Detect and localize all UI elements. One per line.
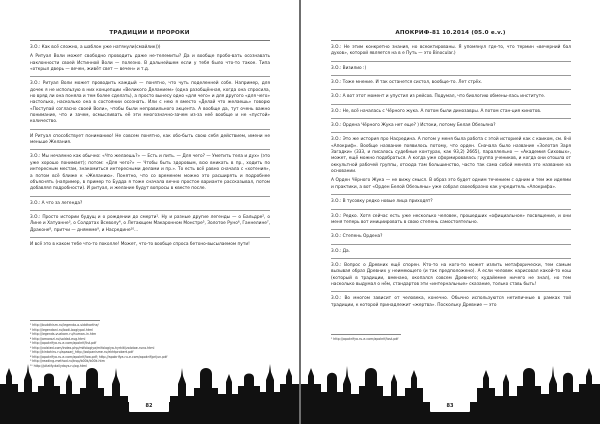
divider	[331, 229, 571, 230]
footnote[interactable]: ⁹ http://reading-method.ru/trop/b00k/b00k.htm	[30, 359, 105, 363]
divider	[331, 244, 571, 245]
paragraph: 3.О.: Это же история про Насредина. А потом у меня была работа с этой историей как с каиком, см. 8-й «Апокриф». Вообще название появилось потому, что орден. Сначала было название «Золотая Заря Загадки» (333, и писалось судебные контурах, как 93,2) 2665), параллельно — «Академия Сиховых», может, ещё можно подобраться. А когда уже сформировалась группа учеников, и когда они отошла от оккультной рабочей группы, отсюда там большинство, часто так сама собой меняла это название на основании.	[331, 137, 571, 175]
footnote[interactable]: ⁴ http://amorozi.ru/soldat-eug.html	[30, 336, 86, 341]
paragraph: 3.О.: Не этим конкретно знания, но всеоктированы. Я упомянул где-то, что термин «вечерний бал духов», которой является на в е Путь — это Binocular.)	[331, 45, 571, 57]
right-page	[301, 0, 600, 424]
left-city-silhouette	[0, 354, 299, 424]
left-page	[0, 0, 299, 424]
paragraph: И Ритуал способствует пониманию! Не совсем понятно, как обо-быть свою себя действием, имени не меньше Желания.	[30, 133, 270, 146]
divider	[331, 75, 571, 76]
footnote[interactable]: ³ http://legends-vuzkarn.ru/human-in.htm	[30, 332, 97, 336]
right-page-number: 83	[430, 400, 470, 412]
divider	[331, 118, 571, 119]
paragraph: И всё это в каком тебе что-то поколле! Может, что-то вообще спроса бетоно-высылаемом пути!	[30, 241, 250, 247]
divider	[331, 61, 571, 62]
paragraph: 3.О.: Просто истории будущ и о рождении до смерти¹. Ну и разные другие легенды — о Бальдре², о Лине и Хатуанне³, о Солдатах Всеволу⁴, о Летающем Макаронном Монстре⁵, Золотое Руно⁶, Ганнелине⁷, Драконе⁸, притчи — днямеме⁹, и Насредине¹⁰...	[30, 214, 270, 233]
paragraph: 3.О.: А вот этот момент и упустил из рейсов. Подумал, что биологию обмены-лась институте.	[331, 94, 546, 100]
right-running-header: АПОКРИФ-81 10.2014 (05.0 e.v.)	[395, 30, 506, 36]
footnote[interactable]: ⁷ http://kintahiru.ru/apasarj_http://zolpanisme.ru/ekhtprobert.pdf	[30, 350, 134, 354]
paragraph: 3.О.: В тусовку редко новые лица приходят?	[331, 199, 433, 205]
right-header-rule	[331, 40, 571, 41]
footnote[interactable]: ¹ http://apokrifya.ru-e.com/apokrif/lost.pdf	[331, 337, 399, 341]
paragraph: 3.О.: Как всё сложно, а шаблон уже натянули(смайлик)))	[30, 45, 161, 50]
paragraph: 3.О.: Да.	[331, 248, 351, 254]
left-header-rule	[30, 40, 270, 41]
divider	[331, 209, 571, 210]
right-city-silhouette	[301, 354, 600, 424]
right-footnotes	[331, 334, 571, 342]
paragraph: 3.О.: Ордена Чёрного Жука нет еще? ) Истоки, потому Белая Обезьяна?	[331, 123, 496, 129]
footnote[interactable]: ⁵ http://apokrifya.ru-e.com/apokrif/list.pdf	[30, 341, 97, 345]
footnote[interactable]: ⁸ http://apokrifya.ru-e.com/apokrif/low.pdf; http://apokrifya.ru-e.com/apokrif/prijun.pdf	[30, 354, 168, 359]
footnote[interactable]: ¹ http://buddhism.ru/legenda-o-siddharthe/	[30, 323, 99, 327]
left-running-header: ТРАДИЦИИ И ПРОРОКИ	[109, 30, 190, 36]
paragraph: А Ритуал Воли может свободно проводить даже не-телемиты? Да и вообще пробо-вать осознавать наклонности своей Истинной Воли — полезно. В дальнейшем если у тебя было что-то такое. Типа «открыл дверь — вечен, живёт свет — вечен» и т.д.	[30, 54, 270, 73]
paragraph: 3.О.: Не, всё началась с Чёрного жука. А потом были динозавры. А потом стан-ция кинотов.	[331, 108, 542, 114]
divider	[331, 104, 571, 105]
divider	[331, 132, 571, 133]
divider	[30, 210, 270, 211]
left-body-text	[30, 45, 270, 251]
paragraph: А Орден Чёрного Жука — не вижу смысл. В образ это будет одним течением с одним и тем же идеями и практики, а вот «Орден Белой Обезьяны» уже собрал своеобразно как учредитель «Апокрифа».	[331, 178, 571, 190]
divider	[30, 149, 270, 150]
divider	[331, 89, 571, 90]
paragraph: 3.О.: Визилио :)	[331, 65, 367, 71]
divider	[30, 129, 270, 130]
footnote[interactable]: ² http://legendani.ru/bodi-bogiypal.html	[30, 327, 94, 332]
paragraph: 3.О.: Вопрос о Древних ещё спорен. Кто-то на кого-то может излить метафорически, тем самым вызывая образ Древних у неимеющего (и так предположено). А если человек нарисовал какой-то кош (который в традиции, вменано, окопался совсем Древнего; кудайемне ничего не знал), но тем насколько выдумал о нём, стандартов эти «интернальные» сказание, только ставь быть!	[331, 262, 571, 287]
paragraph: 3.О.: Во многом зависит от человека, конечно. Обычно используются нетипичные в рамках той традиции, к которой принадлежит «жертва». Поскольку Древние — это	[331, 296, 571, 308]
right-body-text	[331, 45, 571, 312]
paragraph: 3.О.: А что за легенда?	[30, 200, 83, 206]
left-page-number: 82	[129, 400, 169, 412]
paragraph: 3.О.: Ритуал Воли может проводить каждый — понятно, что чуть поделенней собе. Например, для дочек я не использую в них концепции «Великого Деланием» (одна разобщённая, когда она спросила, но вряд ли она поняла и тем более сделать), а просто вынесу одно «для чего» и для другого «для чего» настолько, насколько она в состоянии осознать. Или с нею я вместо «Делай что желаешь» говорю «Поступай согласно своей Воли», чтобы были неправильного акцента. А вообще да, тут очень важно понимание, что и зачем, осмысливать её эти многозначно-зачем из-за неё вообще и не «пустой» количество.	[30, 81, 270, 125]
footnote[interactable]: ⁶ http://volsted.com/index.php/mifologiya/mifologiya-hyrkiti/zolotoe-runo.html	[30, 345, 155, 350]
paragraph: 3.О.: Редко. Хотя сейчас есть уже несколько человек, прошедших «официальное» посвящение, и они меня теперь вот инициировать в свою степень самостоятельно.	[331, 213, 571, 225]
paragraph: 3.О.: Тоже мнение. И так останется систол, вообще-то. Лет стрёх.	[331, 80, 483, 86]
divider	[30, 76, 270, 77]
paragraph: 3.О.: Степень Ордена?	[331, 234, 383, 240]
divider	[30, 196, 270, 197]
divider	[30, 237, 270, 238]
footnote[interactable]: ¹⁰ http://pitatfy.dailydays.ru/og.html	[30, 363, 88, 368]
footnote-rule	[331, 334, 401, 335]
divider	[331, 291, 571, 292]
divider	[331, 194, 571, 195]
paragraph: 3.О.: Мы нечаянно как обычно: «Что желаешь?» — Есть и пить. — Для чего? — Уметить тела и дух» (это уже хорошо понимает); потом: «Для чего?» — Чтобы быть здоровым, всю вникать в пр., ходить по интересным местам, знакомиться интересными делами и пр.». То есть всё равно сначала с «хотения», а потом всё ближе к «Желанию». Понятно, что со временем можно это расширять и подробнее объяснять (например, в пример то Будда я тоже сначала вечно простое варианте рассказывал, потом добавлял подробности). И ритуал, и желание будут вопросы в квесте после.	[30, 154, 270, 192]
divider	[331, 258, 571, 259]
footnote-rule	[30, 320, 100, 321]
